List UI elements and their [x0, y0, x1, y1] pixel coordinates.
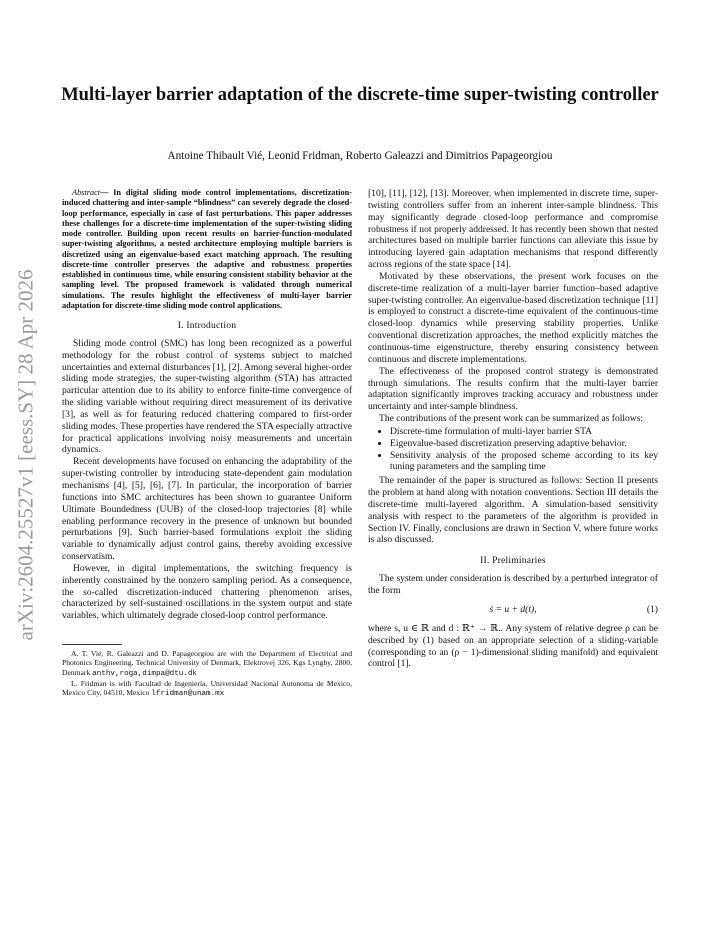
- intro-paragraph: However, in digital implementations, the switching frequency is inherently constrained by the nonzero sampling period. As a consequence, the so-called discretization-induced chattering phenomenon arises, characterized by self-sustained oscillations in the system output and state variables, which ultimately degrade closed-loop control performance.: [62, 562, 352, 622]
- footnote-rule: [62, 644, 122, 645]
- author-list: Antoine Thibault Vié, Leonid Fridman, Roberto Galeazzi and Dimitrios Papageorgiou: [167, 150, 553, 162]
- footnote-affiliation-text: A. T. Vié, R. Galeazzi and D. Papageorgiou are with the Department of Electrical and Photonics Engineering, Technical University of Denmark, Elektrovej 326, Kgs Lyngby, 2800, Denmark: [62, 649, 352, 677]
- section-heading-introduction: I. Introduction: [177, 320, 237, 331]
- footnote-affiliation-text: L. Fridman is with Facultad de Ingeniería, Universidad Nacional Autonoma de Mexico, Mexico City, 04510, Mexico: [62, 678, 352, 697]
- body-paragraph: The contributions of the present work can be summarized as follows:: [379, 413, 644, 425]
- abstract-text: — In digital sliding mode control implementations, discretization-induced chattering and inter-sample “blindness” can severely degrade the closed-loop performance, especially in case of fast perturbations. This paper addresses these challenges for a discrete-time implementation of the super-twisting sliding mode controller. Building upon recent results on barrier-function-modulated super-twisting algorithms, a nested architecture employing multiple barriers is discretized using an eigenvalue-based exact matching approach. The resulting discrete-time controller preserves the adaptive and robustness properties established in continuous time, while ensuring consistent stability behavior at the sampling level. The proposed framework is validated through numerical simulations. The results highlight the effectiveness of multi-layer barrier adaptation for discrete-time sliding mode control applications.: [62, 188, 352, 310]
- footnote-affiliation-dtu: [62, 649, 352, 679]
- list-item: • Sensitivity analysis of the proposed scheme according to its key tuning parameters and the sampling time: [390, 450, 658, 474]
- arxiv-identifier: arXiv:2604.25527v1 [eess.SY] 28 Apr 2026: [13, 269, 38, 641]
- equation-body: ṡ = u + d(t),: [489, 603, 537, 615]
- equation-1: [368, 599, 658, 621]
- intro-paragraph: Recent developments have focused on enhancing the adaptability of the super-twisting controller by introducing state-dependent gain modulation mechanisms [4], [5], [6], [7]. In particular, the incorporation of barrier functions into SMC architectures has been shown to guarantee Uniform Ultimate Boundedness (UUB) of the closed-loop trajectories [8] while enabling performance recovery in the presence of unknown but bounded perturbations [9]. Such barrier-based formulations exploit the sliding variable to dynamically adjust control gains, thereby avoiding excessive conservatism.: [62, 456, 352, 563]
- abstract: [62, 188, 352, 311]
- arxiv-sidebar: [2, 250, 50, 660]
- body-paragraph: [10], [11], [12], [13]. Moreover, when implemented in discrete time, super-twisting controllers suffer from an inherent inter-sample blindness. This may significantly degrade closed-loop performance and compromise robustness if not properly addressed. It has recently been shown that nested architectures based on multiple barrier functions can alleviate this issue by introducing layered gain adaptation mechanisms that respond differently across regions of the state space [14].: [368, 188, 658, 271]
- section-heading-preliminaries: II. Preliminaries: [480, 555, 546, 567]
- left-column: [62, 188, 352, 699]
- footnote-email: anthv,roga,dimpa@dtu.dk: [92, 669, 197, 678]
- footnote-affiliation-unam: [62, 679, 352, 699]
- paper-title: Multi-layer barrier adaptation of the discrete-time super-twisting controller: [61, 85, 659, 105]
- body-paragraph: The effectiveness of the proposed control strategy is demonstrated through simulations. The results confirm that the multi-layer barrier adaptation significantly improves tracking accuracy and robustness under uncertainty and inter-sample blindness.: [368, 365, 658, 413]
- intro-paragraph: Sliding mode control (SMC) has long been recognized as a powerful methodology for the robust control of systems subject to matched uncertainties and external disturbances [1], [2]. Among several higher-order sliding mode strategies, the super-twisting algorithm (STA) has attracted particular attention due to its ability to enforce finite-time convergence of the sliding variable without requiring direct measurement of its derivative [3], as well as for featuring reduced chattering compared to first-order sliding modes. These properties have rendered the STA especially attractive for practical applications involving noisy measurements and uncertain dynamics.: [62, 337, 352, 456]
- footnote-email: lfridman@unam.mx: [151, 689, 225, 698]
- contributions-list: [368, 426, 658, 473]
- body-paragraph: Motivated by these observations, the present work focuses on the discrete-time realization of a multi-layer barrier function–based adaptive super-twisting controller. An eigenvalue-based discretization technique [11] is employed to construct a discrete-time equivalent of the continuous-time closed-loop dynamics while preserving stability properties. Unlike conventional discretization approaches, the method explicitly matches the continuous-time eigenstructure, thereby ensuring consistency between continuous and discrete implementations.: [368, 270, 658, 365]
- list-item: • Eigenvalue-based discretization preserving adaptive behavior.: [390, 438, 658, 450]
- abstract-label: Abstract: [72, 188, 101, 197]
- right-column: [368, 188, 658, 670]
- equation-number: (1): [646, 603, 658, 615]
- body-paragraph: The system under consideration is described by a perturbed integrator of the form: [368, 573, 658, 596]
- body-paragraph: The remainder of the paper is structured as follows: Section II presents the problem at hand along with notation conventions. Section III details the discrete-time multi-layered algorithm. A simulation-based sensitivity analysis with respect to the parameters of the algorithm is provided in Section IV. Finally, conclusions are drawn in Section V, where future works is also discussed.: [368, 475, 658, 546]
- list-item: • Discrete-time formulation of multi-layer barrier STA: [390, 426, 658, 438]
- body-paragraph: where s, u ∈ ℝ and d : ℝ⁺ → ℝ.. Any system of relative degree ρ can be described by (1) based on an appropriate selection of a sliding-variable (corresponding to an (ρ − 1)-dimensional sliding manifold) and equivalent control [1].: [368, 622, 658, 670]
